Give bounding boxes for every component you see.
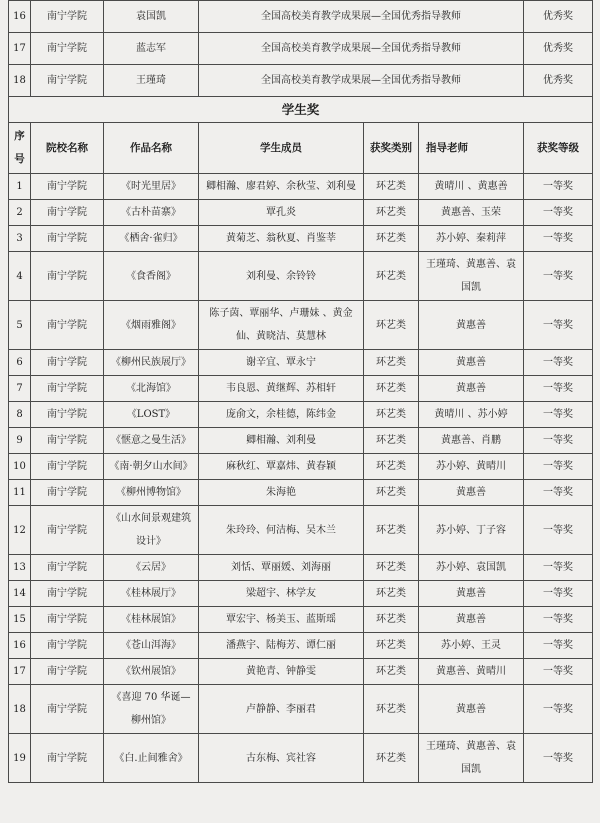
award-category: 环艺类 bbox=[364, 402, 419, 428]
award-category: 环艺类 bbox=[364, 301, 419, 350]
awards-table bbox=[8, 0, 593, 783]
student-award-row bbox=[9, 350, 593, 376]
award-category: 环艺类 bbox=[364, 480, 419, 506]
teacher-name: 蓝志军 bbox=[104, 33, 199, 65]
student-members: 古东梅、宾社容 bbox=[199, 734, 364, 783]
teacher-award-rows bbox=[9, 1, 593, 97]
work-title: 《柳州博物馆》 bbox=[104, 480, 199, 506]
student-award-row bbox=[9, 607, 593, 633]
student-award-row bbox=[9, 376, 593, 402]
student-award-row bbox=[9, 734, 593, 783]
work-title: 《栖舍·雀归》 bbox=[104, 226, 199, 252]
award-grade: 一等奖 bbox=[524, 226, 593, 252]
student-members: 潘燕宇、陆梅芳、谭仁丽 bbox=[199, 633, 364, 659]
student-members: 黄艳青、钟静雯 bbox=[199, 659, 364, 685]
row-number: 18 bbox=[9, 65, 31, 97]
award-grade: 一等奖 bbox=[524, 659, 593, 685]
school-name: 南宁学院 bbox=[31, 200, 104, 226]
row-number: 19 bbox=[9, 734, 31, 783]
teacher-name: 王瑾琦 bbox=[104, 65, 199, 97]
work-title: 《云居》 bbox=[104, 555, 199, 581]
school-name: 南宁学院 bbox=[31, 685, 104, 734]
student-award-row bbox=[9, 685, 593, 734]
award-grade: 一等奖 bbox=[524, 252, 593, 301]
award-category: 环艺类 bbox=[364, 734, 419, 783]
work-title: 《烟雨雅阁》 bbox=[104, 301, 199, 350]
award-category: 环艺类 bbox=[364, 659, 419, 685]
advisor-names: 黄惠善 bbox=[419, 607, 524, 633]
advisor-names: 苏小婷、秦莉萍 bbox=[419, 226, 524, 252]
header-members: 学生成员 bbox=[199, 123, 364, 174]
award-category: 环艺类 bbox=[364, 350, 419, 376]
school-name: 南宁学院 bbox=[31, 33, 104, 65]
header-grade: 获奖等级 bbox=[524, 123, 593, 174]
row-number: 4 bbox=[9, 252, 31, 301]
advisor-names: 黄惠善 bbox=[419, 301, 524, 350]
work-title: 《桂林展厅》 bbox=[104, 581, 199, 607]
header-no: 序号 bbox=[9, 123, 31, 174]
work-title: 《LOST》 bbox=[104, 402, 199, 428]
row-number: 6 bbox=[9, 350, 31, 376]
advisor-names: 苏小婷、黄晴川 bbox=[419, 454, 524, 480]
award-category: 环艺类 bbox=[364, 633, 419, 659]
student-members: 覃宏宇、杨美玉、蓝斯瑶 bbox=[199, 607, 364, 633]
award-grade: 一等奖 bbox=[524, 376, 593, 402]
header-work: 作品名称 bbox=[104, 123, 199, 174]
school-name: 南宁学院 bbox=[31, 350, 104, 376]
advisor-names: 苏小婷、袁国凯 bbox=[419, 555, 524, 581]
award-grade: 一等奖 bbox=[524, 607, 593, 633]
work-title: 《北海馆》 bbox=[104, 376, 199, 402]
row-number: 9 bbox=[9, 428, 31, 454]
student-award-row bbox=[9, 506, 593, 555]
work-title: 《食香阁》 bbox=[104, 252, 199, 301]
student-award-row bbox=[9, 226, 593, 252]
work-title: 《柳州民族展厅》 bbox=[104, 350, 199, 376]
student-table-head bbox=[9, 123, 593, 174]
row-number: 17 bbox=[9, 659, 31, 685]
student-header-row bbox=[9, 123, 593, 174]
row-number: 12 bbox=[9, 506, 31, 555]
work-title: 《山水间景观建筑设计》 bbox=[104, 506, 199, 555]
student-members: 卢静静、李丽君 bbox=[199, 685, 364, 734]
student-members: 庞俞文，余桂德，陈纬金 bbox=[199, 402, 364, 428]
teacher-award-row bbox=[9, 65, 593, 97]
student-award-row bbox=[9, 252, 593, 301]
advisor-names: 黄惠善 bbox=[419, 685, 524, 734]
teacher-award-row bbox=[9, 1, 593, 33]
award-category: 环艺类 bbox=[364, 200, 419, 226]
row-number: 14 bbox=[9, 581, 31, 607]
work-title: 《白.止间雅舍》 bbox=[104, 734, 199, 783]
student-members: 卿相瀚、廖君婷、余秋莹、刘利曼 bbox=[199, 174, 364, 200]
work-title: 《喜迎 70 华诞—柳州馆》 bbox=[104, 685, 199, 734]
header-school: 院校名称 bbox=[31, 123, 104, 174]
school-name: 南宁学院 bbox=[31, 1, 104, 33]
work-title: 《时光里居》 bbox=[104, 174, 199, 200]
award-grade: 优秀奖 bbox=[524, 65, 593, 97]
award-grade: 优秀奖 bbox=[524, 33, 593, 65]
student-members: 韦良恩、黄继辉、苏相轩 bbox=[199, 376, 364, 402]
student-members: 覃孔炎 bbox=[199, 200, 364, 226]
award-grade: 一等奖 bbox=[524, 402, 593, 428]
advisor-names: 黄惠善 bbox=[419, 376, 524, 402]
section-banner bbox=[9, 97, 593, 123]
work-title: 《惬意之曼生活》 bbox=[104, 428, 199, 454]
award-grade: 优秀奖 bbox=[524, 1, 593, 33]
award-category: 环艺类 bbox=[364, 555, 419, 581]
award-grade: 一等奖 bbox=[524, 685, 593, 734]
student-award-row bbox=[9, 200, 593, 226]
school-name: 南宁学院 bbox=[31, 454, 104, 480]
student-members: 黄菊芝、翁秋夏、肖鉴莘 bbox=[199, 226, 364, 252]
school-name: 南宁学院 bbox=[31, 506, 104, 555]
award-grade: 一等奖 bbox=[524, 581, 593, 607]
award-category: 环艺类 bbox=[364, 685, 419, 734]
teacher-name: 袁国凯 bbox=[104, 1, 199, 33]
advisor-names: 黄惠善、肖鹏 bbox=[419, 428, 524, 454]
award-category: 环艺类 bbox=[364, 226, 419, 252]
section-title: 学生奖 bbox=[9, 97, 593, 123]
advisor-names: 黄惠善 bbox=[419, 480, 524, 506]
student-award-row bbox=[9, 659, 593, 685]
section-row bbox=[9, 97, 593, 123]
school-name: 南宁学院 bbox=[31, 607, 104, 633]
award-category: 环艺类 bbox=[364, 376, 419, 402]
student-members: 卿相瀚、刘利曼 bbox=[199, 428, 364, 454]
student-members: 朱海艳 bbox=[199, 480, 364, 506]
award-grade: 一等奖 bbox=[524, 301, 593, 350]
award-category: 环艺类 bbox=[364, 607, 419, 633]
award-grade: 一等奖 bbox=[524, 454, 593, 480]
student-award-row bbox=[9, 301, 593, 350]
award-title: 全国高校美育教学成果展—全国优秀指导教师 bbox=[199, 65, 524, 97]
row-number: 16 bbox=[9, 1, 31, 33]
advisor-names: 黄惠善、玉荣 bbox=[419, 200, 524, 226]
school-name: 南宁学院 bbox=[31, 555, 104, 581]
work-title: 《桂林展馆》 bbox=[104, 607, 199, 633]
school-name: 南宁学院 bbox=[31, 480, 104, 506]
student-award-row bbox=[9, 633, 593, 659]
student-members: 朱玲玲、何洁梅、吴木兰 bbox=[199, 506, 364, 555]
work-title: 《钦州展馆》 bbox=[104, 659, 199, 685]
school-name: 南宁学院 bbox=[31, 226, 104, 252]
school-name: 南宁学院 bbox=[31, 428, 104, 454]
student-award-row bbox=[9, 454, 593, 480]
row-number: 10 bbox=[9, 454, 31, 480]
school-name: 南宁学院 bbox=[31, 734, 104, 783]
award-category: 环艺类 bbox=[364, 428, 419, 454]
advisor-names: 苏小婷、丁子容 bbox=[419, 506, 524, 555]
student-award-row bbox=[9, 555, 593, 581]
advisor-names: 黄惠善 bbox=[419, 581, 524, 607]
header-advisors: 指导老师 bbox=[419, 123, 524, 174]
student-members: 梁超宇、林学友 bbox=[199, 581, 364, 607]
row-number: 1 bbox=[9, 174, 31, 200]
student-award-row bbox=[9, 480, 593, 506]
student-members: 陈子茵、覃丽华、卢珊妹 、黄金仙、黄晓洁、莫慧林 bbox=[199, 301, 364, 350]
award-grade: 一等奖 bbox=[524, 555, 593, 581]
advisor-names: 苏小婷、王灵 bbox=[419, 633, 524, 659]
row-number: 15 bbox=[9, 607, 31, 633]
award-category: 环艺类 bbox=[364, 454, 419, 480]
award-grade: 一等奖 bbox=[524, 174, 593, 200]
award-grade: 一等奖 bbox=[524, 350, 593, 376]
school-name: 南宁学院 bbox=[31, 174, 104, 200]
row-number: 11 bbox=[9, 480, 31, 506]
row-number: 17 bbox=[9, 33, 31, 65]
work-title: 《苍山洱海》 bbox=[104, 633, 199, 659]
row-number: 5 bbox=[9, 301, 31, 350]
student-award-row bbox=[9, 428, 593, 454]
school-name: 南宁学院 bbox=[31, 402, 104, 428]
student-members: 麻秋红、覃嘉炜、黄春颖 bbox=[199, 454, 364, 480]
award-grade: 一等奖 bbox=[524, 480, 593, 506]
school-name: 南宁学院 bbox=[31, 376, 104, 402]
student-members: 刘恬、覃丽媛、刘海丽 bbox=[199, 555, 364, 581]
school-name: 南宁学院 bbox=[31, 581, 104, 607]
work-title: 《南·朝夕山水间》 bbox=[104, 454, 199, 480]
student-members: 刘利曼、余铃铃 bbox=[199, 252, 364, 301]
teacher-award-row bbox=[9, 33, 593, 65]
advisor-names: 王瑾琦、黄惠善、袁国凯 bbox=[419, 252, 524, 301]
header-category: 获奖类别 bbox=[364, 123, 419, 174]
award-category: 环艺类 bbox=[364, 252, 419, 301]
advisor-names: 黄惠善 bbox=[419, 350, 524, 376]
advisor-names: 黄惠善、黄晴川 bbox=[419, 659, 524, 685]
award-grade: 一等奖 bbox=[524, 734, 593, 783]
row-number: 2 bbox=[9, 200, 31, 226]
school-name: 南宁学院 bbox=[31, 301, 104, 350]
award-category: 环艺类 bbox=[364, 506, 419, 555]
student-members: 谢辛宜、覃永宁 bbox=[199, 350, 364, 376]
advisor-names: 黄晴川 、苏小婷 bbox=[419, 402, 524, 428]
student-award-rows bbox=[9, 174, 593, 783]
row-number: 13 bbox=[9, 555, 31, 581]
row-number: 7 bbox=[9, 376, 31, 402]
row-number: 18 bbox=[9, 685, 31, 734]
award-category: 环艺类 bbox=[364, 174, 419, 200]
row-number: 16 bbox=[9, 633, 31, 659]
award-title: 全国高校美育教学成果展—全国优秀指导教师 bbox=[199, 33, 524, 65]
row-number: 3 bbox=[9, 226, 31, 252]
award-grade: 一等奖 bbox=[524, 200, 593, 226]
award-grade: 一等奖 bbox=[524, 506, 593, 555]
work-title: 《古朴苗寨》 bbox=[104, 200, 199, 226]
student-award-row bbox=[9, 581, 593, 607]
student-award-row bbox=[9, 174, 593, 200]
award-grade: 一等奖 bbox=[524, 428, 593, 454]
student-award-row bbox=[9, 402, 593, 428]
school-name: 南宁学院 bbox=[31, 633, 104, 659]
school-name: 南宁学院 bbox=[31, 659, 104, 685]
row-number: 8 bbox=[9, 402, 31, 428]
advisor-names: 王瑾琦、黄惠善、袁国凯 bbox=[419, 734, 524, 783]
school-name: 南宁学院 bbox=[31, 65, 104, 97]
advisor-names: 黄晴川 、黄惠善 bbox=[419, 174, 524, 200]
award-grade: 一等奖 bbox=[524, 633, 593, 659]
award-title: 全国高校美育教学成果展—全国优秀指导教师 bbox=[199, 1, 524, 33]
school-name: 南宁学院 bbox=[31, 252, 104, 301]
award-category: 环艺类 bbox=[364, 581, 419, 607]
